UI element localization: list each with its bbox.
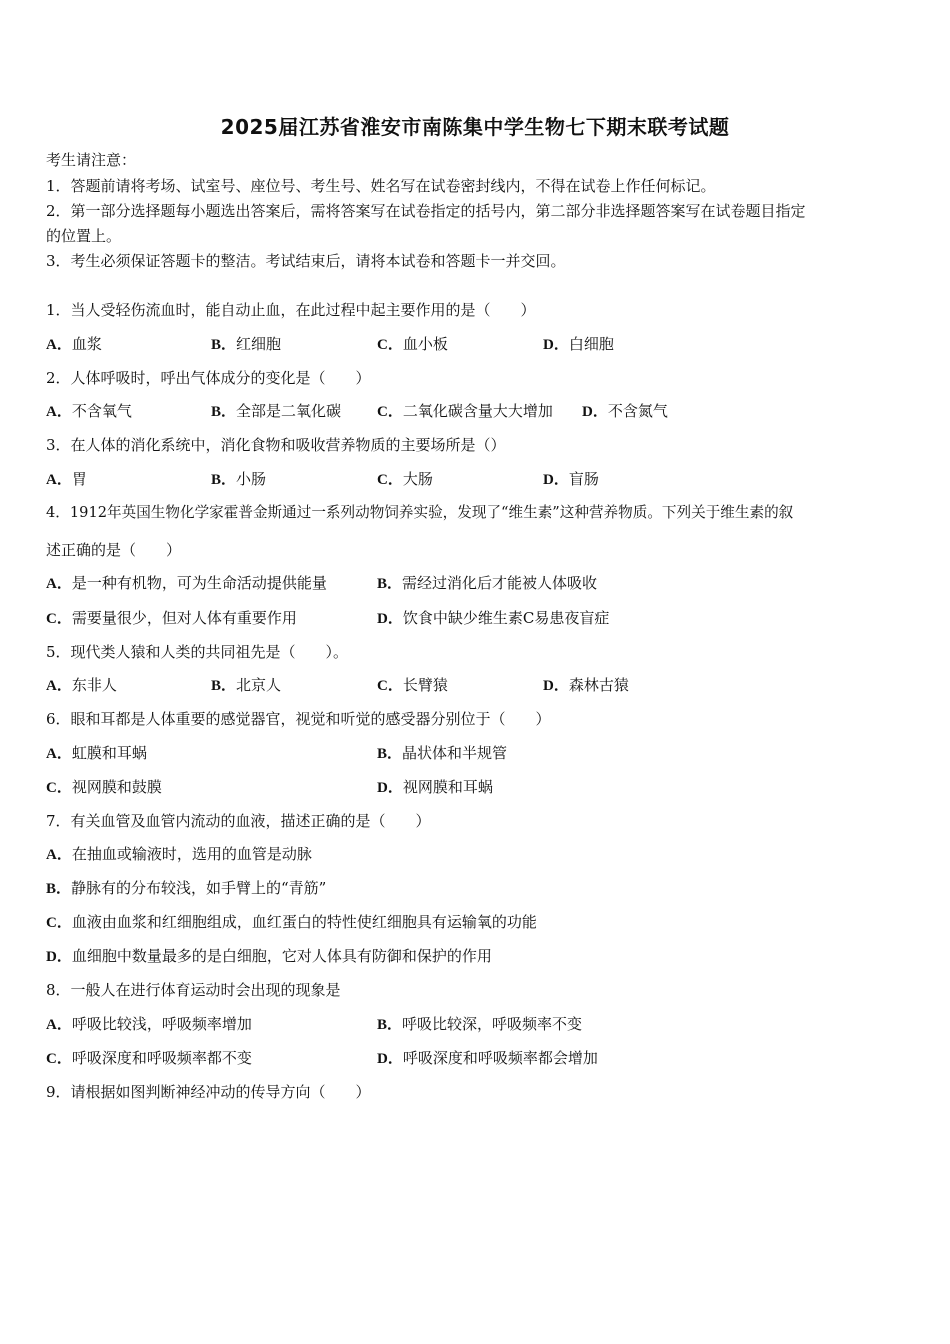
question-7-option-a[interactable]: A．在抽血或输液时，选用的血管是动脉: [46, 845, 312, 863]
question-5-option-b[interactable]: B．北京人: [211, 676, 282, 694]
question-8-option-a[interactable]: A．呼吸比较浅，呼吸频率增加: [46, 1015, 252, 1033]
question-6-stem: 6．眼和耳都是人体重要的感觉器官，视觉和听觉的感受器分别位于（ ）: [46, 710, 551, 728]
question-1-stem: 1．当人受轻伤流血时，能自动止血，在此过程中起主要作用的是（ ）: [46, 301, 536, 319]
question-5-option-a[interactable]: A．东非人: [46, 676, 117, 694]
question-5-stem: 5．现代类人猿和人类的共同祖先是（ ）。: [46, 643, 349, 661]
question-1-option-d[interactable]: D．白细胞: [543, 335, 614, 353]
notice-heading: 考生请注意：: [46, 151, 137, 169]
question-4-stem-cont: 述正确的是（ ）: [46, 541, 182, 559]
question-3-option-d[interactable]: D．盲肠: [543, 470, 599, 488]
notice-item: 的位置上。: [46, 227, 122, 245]
question-8-option-c[interactable]: C．呼吸深度和呼吸频率都不变: [46, 1049, 252, 1067]
question-2-option-b[interactable]: B．全部是二氧化碳: [211, 402, 342, 420]
question-4-option-d[interactable]: D．饮食中缺少维生素C易患夜盲症: [377, 609, 610, 627]
question-6-option-c[interactable]: C．视网膜和鼓膜: [46, 778, 162, 796]
page-title: 2025届江苏省淮安市南陈集中学生物七下期末联考试题: [220, 115, 730, 139]
question-4-option-a[interactable]: A．是一种有机物，可为生命活动提供能量: [46, 574, 327, 592]
question-4-option-b[interactable]: B．需经过消化后才能被人体吸收: [377, 574, 598, 592]
question-6-option-b[interactable]: B．晶状体和半规管: [377, 744, 508, 762]
question-6-option-d[interactable]: D．视网膜和耳蜗: [377, 778, 493, 796]
question-7-option-d[interactable]: D．血细胞中数量最多的是白细胞，它对人体具有防御和保护的作用: [46, 947, 492, 965]
question-6-option-a[interactable]: A．虹膜和耳蜗: [46, 744, 147, 762]
notice-item: 3．考生必须保证答题卡的整洁。考试结束后，请将本试卷和答题卡一并交回。: [46, 252, 566, 270]
question-9-stem: 9．请根据如图判断神经冲动的传导方向（ ）: [46, 1083, 371, 1101]
question-2-option-a[interactable]: A．不含氧气: [46, 402, 132, 420]
question-2-option-d[interactable]: D．不含氮气: [582, 402, 668, 420]
question-1-option-c[interactable]: C．血小板: [377, 335, 448, 353]
question-5-option-d[interactable]: D．森林古猿: [543, 676, 629, 694]
question-2-option-c[interactable]: C．二氧化碳含量大大增加: [377, 402, 553, 420]
notice-item: 2．第一部分选择题每小题选出答案后，需将答案写在试卷指定的括号内，第二部分非选择题答案写在试卷题目指定: [46, 202, 806, 220]
question-7-option-b[interactable]: B．静脉有的分布较浅，如手臂上的“青筋”: [46, 879, 327, 897]
question-3-option-b[interactable]: B．小肠: [211, 470, 267, 488]
question-7-stem: 7．有关血管及血管内流动的血液，描述正确的是（ ）: [46, 812, 431, 830]
notice-item: 1．答题前请将考场、试室号、座位号、考生号、姓名写在试卷密封线内，不得在试卷上作任何标记。: [46, 177, 716, 195]
question-3-option-a[interactable]: A．胃: [46, 470, 87, 488]
question-2-stem: 2．人体呼吸时，呼出气体成分的变化是（ ）: [46, 369, 371, 387]
question-8-stem: 8．一般人在进行体育运动时会出现的现象是: [46, 981, 341, 999]
question-4-stem: 4．1912年英国生物化学家霍普金斯通过一系列动物饲养实验，发现了“维生素”这种营养物质。下列关于维生素的叙: [46, 504, 794, 521]
question-1-option-a[interactable]: A．血浆: [46, 335, 102, 353]
question-1-option-b[interactable]: B．红细胞: [211, 335, 282, 353]
question-7-option-c[interactable]: C．血液由血浆和红细胞组成，血红蛋白的特性使红细胞具有运输氧的功能: [46, 913, 537, 931]
question-4-option-c[interactable]: C．需要量很少，但对人体有重要作用: [46, 609, 297, 627]
question-8-option-b[interactable]: B．呼吸比较深，呼吸频率不变: [377, 1015, 583, 1033]
question-5-option-c[interactable]: C．长臂猿: [377, 676, 448, 694]
question-3-option-c[interactable]: C．大肠: [377, 470, 433, 488]
question-8-option-d[interactable]: D．呼吸深度和呼吸频率都会增加: [377, 1049, 598, 1067]
question-3-stem: 3．在人体的消化系统中，消化食物和吸收营养物质的主要场所是（）: [46, 436, 506, 454]
